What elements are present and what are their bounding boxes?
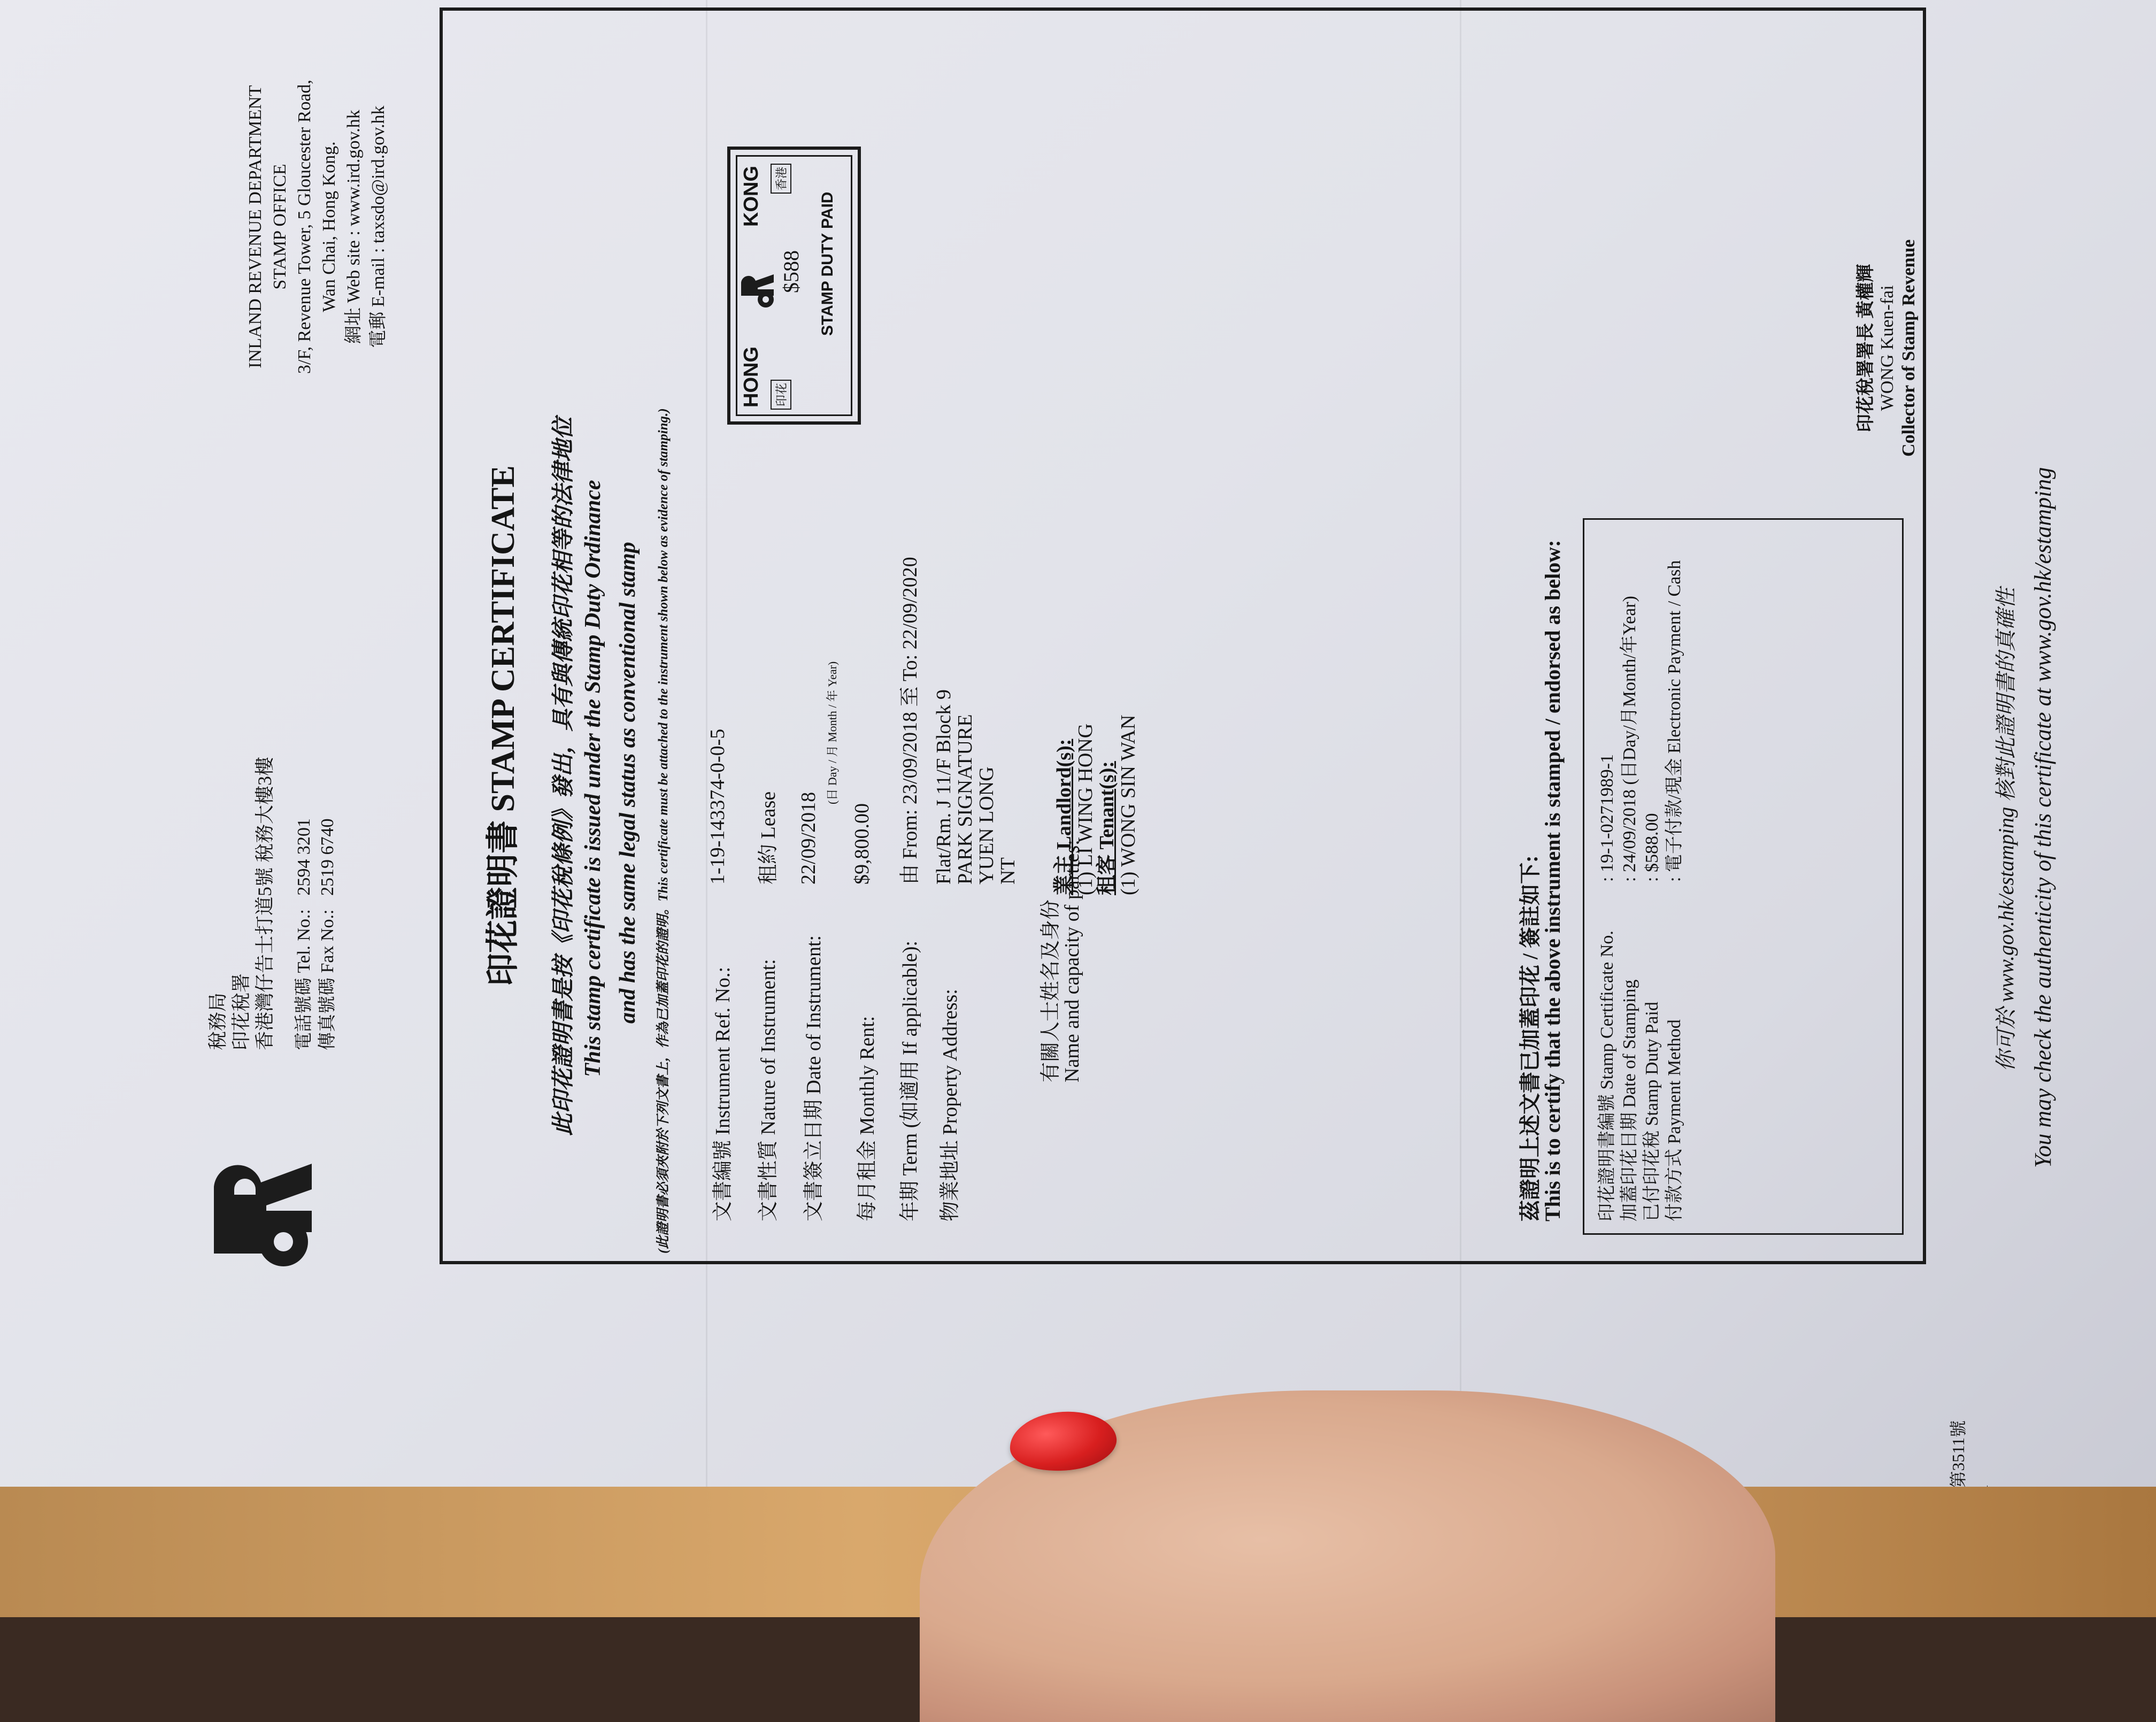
address-en-line1: 3/F, Revenue Tower, 5 Gloucester Road,	[295, 80, 314, 374]
endorsement-labels	[1596, 931, 1686, 1221]
dept-name-cn: 稅務局	[207, 992, 228, 1050]
collector-title-cn: 印花稅署署長 黃權輝	[1856, 264, 1876, 433]
landlord-value: (1) LI WING HONG	[1074, 723, 1097, 895]
address-line: YUEN LONG	[975, 766, 998, 885]
collector-name: WONG Kuen-fai	[1877, 285, 1897, 411]
endorsement-row-label: 印花證明書編號 Stamp Certificate No.	[1597, 931, 1617, 1221]
stamp-duty-paid: : $588.00	[1642, 813, 1662, 882]
address-line: Flat/Rm. J 11/F Block 9	[933, 689, 955, 885]
tel-value: 2594 3201	[294, 818, 314, 896]
header-department	[243, 0, 391, 467]
landlord-label: 業主 Landlord(s):	[1053, 739, 1075, 895]
certify-en: This is to certify that the above instrument is stamped / endorsed as below:	[1541, 540, 1565, 1221]
fax-label: 傳真號碼 Fax No.:	[318, 909, 337, 1050]
seal-badge-right: 香港	[771, 164, 791, 194]
tenant-label: 租客 Tenant(s):	[1096, 761, 1118, 895]
fax-value: 2519 6740	[318, 818, 337, 896]
endorsement-values	[1596, 560, 1686, 882]
parties-list	[1053, 715, 1139, 895]
date-of-stamping: : 24/09/2018 (日Day/月Month/年Year)	[1620, 596, 1639, 882]
seal-badge-left: 印花	[771, 380, 791, 410]
payment-method: : 電子付款/現金 Electronic Payment / Cash	[1665, 560, 1684, 882]
verify-note-cn: 你可於 www.gov.hk/estamping 核對此證明書的真確性	[1994, 587, 2018, 1072]
email: 電郵 E-mail : taxsdo@ird.gov.hk	[368, 105, 388, 348]
date-format-hint: (日 Day / 月 Month / 年 Year)	[826, 661, 839, 804]
signature-block	[1855, 240, 1920, 457]
seal-kong: KONG	[740, 166, 763, 227]
property-address-label: 物業地址 Property Address:	[939, 989, 961, 1221]
subtitle-cn: 此印花證明書是按《印花稅條例》發出，具有與傳統印花相等的法律地位	[551, 417, 576, 1136]
verify-note-en: You may check the authenticity of this certificate at www.gov.hk/estamping	[2030, 467, 2056, 1168]
ref-value: 1-19-143374-0-0-5	[706, 728, 729, 885]
certificate-title: 印花證明書 STAMP CERTIFICATE	[485, 465, 521, 986]
address-line: NT	[997, 857, 1019, 885]
certify-cn: 茲證明上述文書已加蓋印花 / 簽註如下:	[1518, 855, 1542, 1221]
rent-label: 每月租金 Monthly Rent:	[856, 1016, 879, 1221]
term-label: 年期 Term (如適用 If applicable):	[899, 941, 921, 1221]
subtitle-en-line1: This stamp certificate is issued under the Stamp Duty Ordinance	[581, 480, 605, 1077]
address-cn: 香港灣仔告士打道5號 稅務大樓3樓	[254, 756, 275, 1050]
endorsement-row-label: 加蓋印花日期 Date of Stamping	[1620, 979, 1639, 1221]
term-value: 由 From: 23/09/2018 至 To: 22/09/2020	[899, 557, 921, 885]
tenant-value: (1) WONG SIN WAN	[1117, 714, 1139, 895]
parties-label-en: Name and capacity of parties:	[1061, 840, 1083, 1082]
endorsement-row-label: 付款方式 Payment Method	[1665, 1019, 1684, 1221]
seal-paid-text: STAMP DUTY PAID	[819, 191, 836, 336]
subtitle-en-line2: and has the same legal status as conventional stamp	[615, 542, 640, 1024]
office-name-cn: 印花稅署	[230, 973, 252, 1050]
stamp-certificate-no: : 19-1-0271989-1	[1597, 754, 1617, 882]
collector-title-en: Collector of Stamp Revenue	[1899, 239, 1919, 457]
nature-label: 文書性質 Nature of Instrument:	[757, 959, 780, 1221]
ird-logo-icon	[203, 1163, 315, 1270]
seal-hong: HONG	[740, 347, 763, 408]
seal-amount: $588	[779, 250, 803, 293]
website: 網址 Web site : www.ird.gov.hk	[344, 110, 364, 344]
tel-label: 電話號碼 Tel. No.:	[294, 909, 314, 1050]
rent-value: $9,800.00	[851, 803, 873, 885]
seal-logo-icon	[738, 272, 775, 309]
property-address	[933, 689, 1019, 885]
parties-label-cn: 有關人士姓名及身份	[1040, 899, 1062, 1082]
nature-value: 租約 Lease	[757, 791, 780, 885]
stamp-duty-seal	[727, 147, 861, 425]
date-label: 文書簽立日期 Date of Instrument:	[803, 935, 825, 1221]
endorsement-row-label: 已付印花稅 Stamp Duty Paid	[1642, 1002, 1662, 1221]
address-en-line2: Wan Chai, Hong Kong.	[319, 141, 339, 312]
dept-name-en: INLAND REVENUE DEPARTMENT	[245, 85, 265, 368]
ref-label: 文書編號 Instrument Ref. No.:	[712, 966, 734, 1221]
address-line: PARK SIGNATURE	[954, 714, 976, 885]
header-contact	[206, 757, 340, 1050]
office-name-en: STAMP OFFICE	[270, 164, 290, 290]
attach-note: (此證明書必須夾附於下列文書上，作為已加蓋印花的證明。This certificate must be attached to the instrument shown below as evidence of stamping.)	[656, 408, 671, 1254]
date-value: 22/09/2018	[797, 791, 820, 885]
